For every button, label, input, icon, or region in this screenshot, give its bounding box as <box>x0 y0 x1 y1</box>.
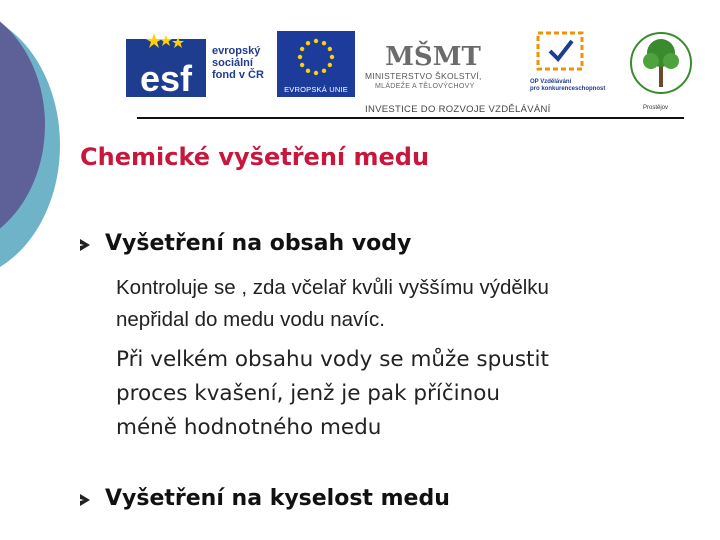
esf-line: sociální <box>212 57 253 69</box>
eu-star-icon <box>322 69 326 73</box>
eu-star-icon <box>314 39 318 43</box>
msmt-logo <box>365 25 515 99</box>
bullet-heading-water: Vyšetření na obsah vody <box>105 231 412 256</box>
op-logo-text <box>530 79 605 93</box>
header-divider <box>137 117 684 119</box>
op-logo-icon <box>532 29 588 75</box>
investment-slogan: INVESTICE DO ROZVOJE VZDĚLÁVÁNÍ <box>365 104 551 115</box>
eu-star-icon <box>328 63 332 67</box>
paragraph-fermentation <box>116 343 706 445</box>
eu-logo <box>277 31 357 97</box>
arrow-bullet-icon <box>80 494 90 506</box>
esf-logo-text <box>212 45 264 81</box>
esf-line: evropský <box>212 45 261 57</box>
esf-logo <box>126 31 276 97</box>
msmt-line1: MINISTERSTVO ŠKOLSTVÍ, <box>365 71 482 81</box>
svg-text:esf: esf <box>139 58 193 99</box>
eu-flag-icon <box>277 31 355 83</box>
eu-star-icon <box>306 41 310 45</box>
eu-star-icon <box>300 47 304 51</box>
paragraph-line: Při velkém obsahu vody se může spustit <box>116 347 549 372</box>
paragraph-line: nepřidal do medu vodu navíc. <box>116 308 385 331</box>
paragraph-line: Kontroluje se , zda včelař kvůli vyššímu výdělku <box>116 276 549 299</box>
eu-star-icon <box>330 55 334 59</box>
eu-caption: EVROPSKÁ UNIE <box>277 83 355 97</box>
op-line: OP Vzdělávání <box>530 79 572 85</box>
eu-star-icon <box>328 47 332 51</box>
eu-star-icon <box>300 63 304 67</box>
paragraph-line: proces kvašení, jenž je pak příčinou <box>116 381 501 406</box>
paragraph-water-check <box>116 272 720 336</box>
esf-line: fond v ČR <box>212 69 264 81</box>
eu-star-icon <box>306 69 310 73</box>
bullet-heading-acidity: Vyšetření na kyselost medu <box>105 486 450 511</box>
msmt-line2: MLÁDEŽE A TĚLOVÝCHOVY <box>375 83 475 90</box>
paragraph-line: méně hodnotného medu <box>116 415 382 440</box>
op-logo <box>530 29 610 99</box>
svg-text:MŠMT: MŠMT <box>385 42 481 72</box>
eu-star-icon <box>322 41 326 45</box>
eu-star-icon <box>298 55 302 59</box>
school-logo-icon <box>625 25 697 105</box>
op-line: pro konkurenceschopnost <box>530 86 606 92</box>
eu-star-icon <box>314 71 318 75</box>
school-city: Prostějov <box>643 105 669 111</box>
arrow-bullet-icon <box>80 239 90 251</box>
msmt-logo-icon <box>385 27 481 73</box>
school-logo <box>625 25 697 115</box>
slide-title: Chemické vyšetření medu <box>80 143 430 171</box>
esf-logo-icon <box>126 31 208 97</box>
